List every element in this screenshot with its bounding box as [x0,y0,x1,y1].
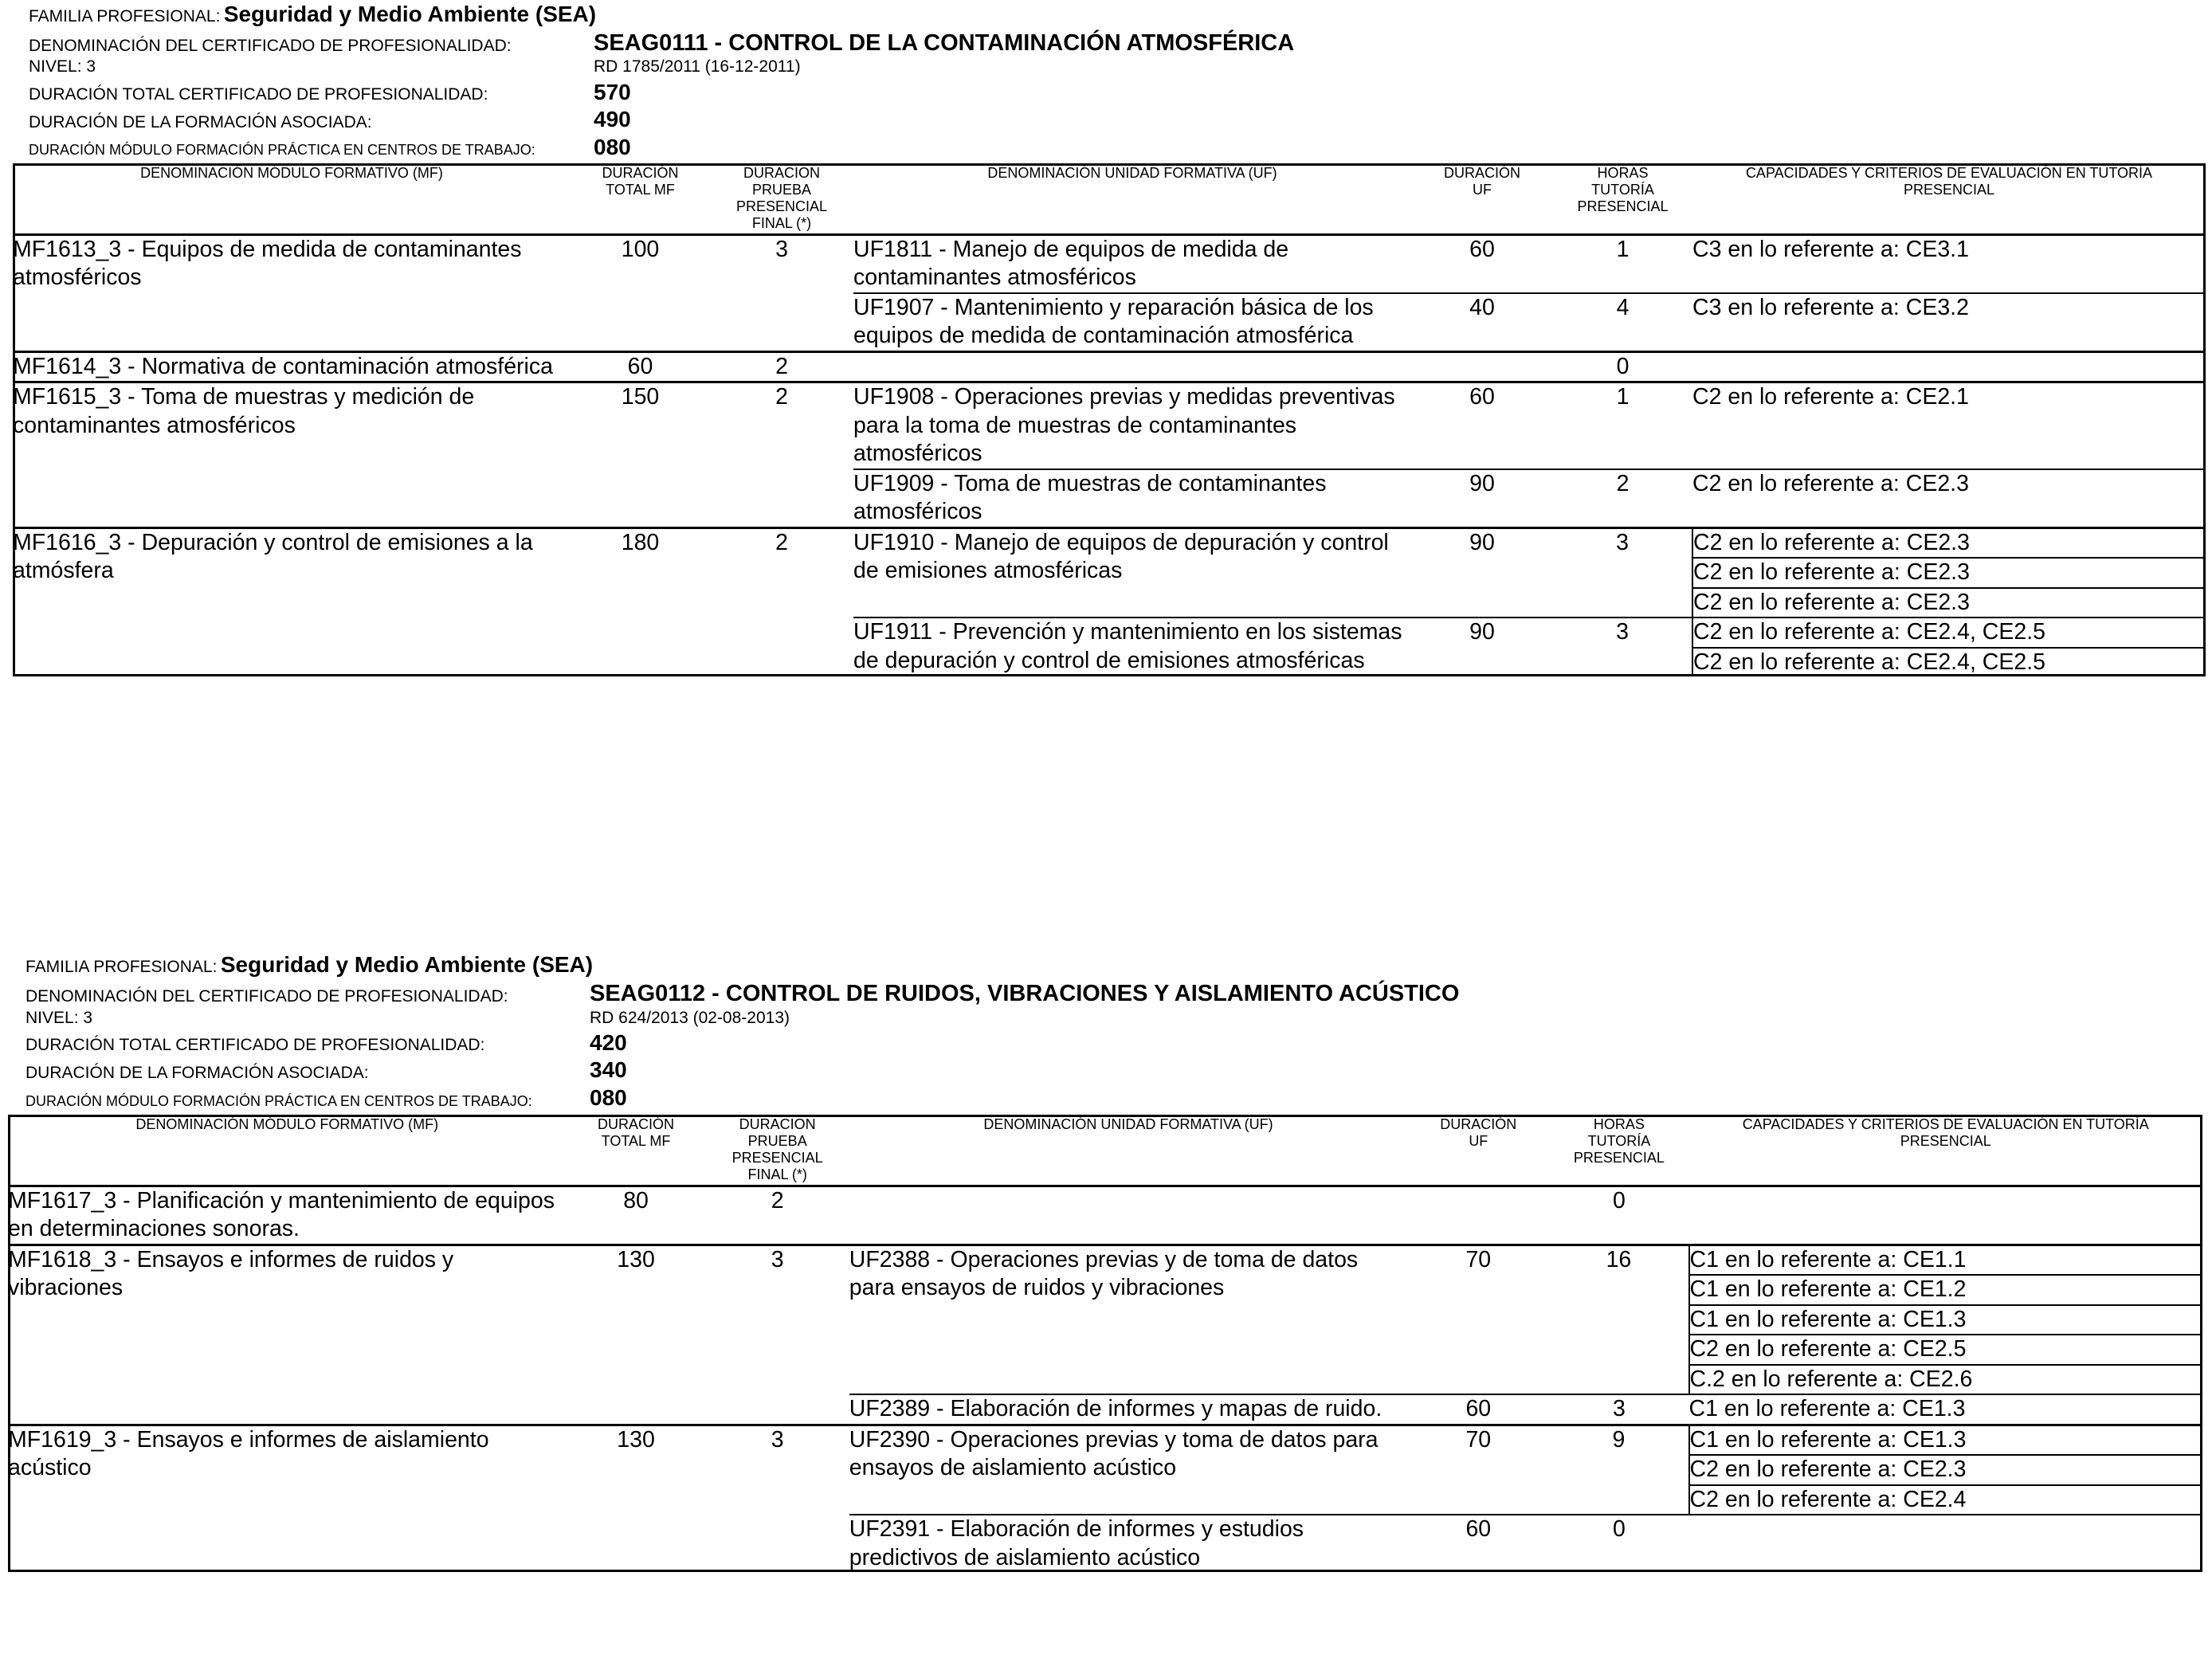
mf-duration: 100 [571,234,710,351]
uf-duration: 60 [1407,1394,1549,1425]
uf-name: UF1908 - Operaciones previas y medidas preventivas para la toma de muestras de contaminantes atmosféricos [853,382,1411,469]
tutoria-hours: 0 [1549,1515,1688,1572]
uf-name: UF2390 - Operaciones previas y toma de datos para ensayos de aislamiento acústico [849,1425,1408,1515]
capacidad-criterio: C2 en lo referente a: CE2.3 [1692,588,2206,618]
uf-duration: 60 [1407,1515,1549,1572]
mf-name: MF1619_3 - Ensayos e informes de aislamiento acústico [8,1425,567,1572]
capacidad-criterio: C3 en lo referente a: CE3.1 [1692,234,2206,293]
col-header-prueba: DURACION PRUEBA PRESENCIAL FINAL (*) [706,1115,849,1186]
tutoria-hours: 0 [1553,351,1692,382]
uf-name [853,351,1411,382]
tutoria-hours: 0 [1549,1186,1688,1245]
mf-duration: 180 [571,527,710,676]
duracion-practica-label: DURACIÓN MÓDULO FORMACIÓN PRÁCTICA EN CENTROS DE TRABAJO: [29,142,535,158]
modules-table [13,163,2206,676]
capacidad-criterio [1689,1515,2203,1572]
mf-name: MF1615_3 - Toma de muestras y medición de contaminantes atmosféricos [13,382,571,528]
capacidad-criterio: C2 en lo referente a: CE2.3 [1689,1455,2203,1485]
uf-name: UF1911 - Prevención y mantenimiento en los sistemas de depuración y control de emisiones atmosféricas [853,617,1411,676]
mf-duration: 60 [571,351,710,382]
tutoria-hours: 3 [1553,617,1692,676]
capacidad-criterio [1689,1186,2203,1245]
capacidad-criterio [1692,351,2206,382]
mf-name: MF1616_3 - Depuración y control de emisiones a la atmósfera [13,527,571,676]
denominacion-label: DENOMINACIÓN DEL CERTIFICADO DE PROFESIONALIDAD: [29,37,512,55]
duracion-total-label: DURACIÓN TOTAL CERTIFICADO DE PROFESIONALIDAD: [29,85,488,104]
tutoria-hours: 1 [1553,382,1692,469]
prueba-duration: 2 [706,1186,849,1245]
uf-name: UF1907 - Mantenimiento y reparación básica de los equipos de medida de contaminación atmosférica [853,293,1411,352]
rd-text: RD 1785/2011 (16-12-2011) [594,57,801,76]
table-row [8,1245,2202,1275]
col-header-horas: HORAS TUTORÍA PRESENCIAL [1549,1115,1688,1186]
duracion-formacion-value: 340 [590,1057,627,1082]
mf-duration: 80 [567,1186,706,1245]
tutoria-hours: 16 [1549,1245,1688,1394]
col-header-uf: DENOMINACIÓN UNIDAD FORMATIVA (UF) [853,163,1411,234]
capacidad-criterio: C2 en lo referente a: CE2.5 [1689,1335,2203,1365]
capacidad-criterio: C2 en lo referente a: CE2.1 [1692,382,2206,469]
uf-name: UF2389 - Elaboración de informes y mapas de ruido. [849,1394,1408,1425]
table-row [8,1186,2202,1245]
tutoria-hours: 3 [1549,1394,1688,1425]
col-header-mf: DENOMINACIÓN MÓDULO FORMATIVO (MF) [13,163,571,234]
certificate-code: SEAG0111 - CONTROL DE LA CONTAMINACIÓN ATMOSFÉRICA [594,30,1295,56]
prueba-duration: 3 [706,1245,849,1425]
uf-duration: 70 [1407,1425,1549,1515]
duracion-practica-label: DURACIÓN MÓDULO FORMACIÓN PRÁCTICA EN CENTROS DE TRABAJO: [25,1093,532,1109]
duracion-total-value: 570 [594,80,631,104]
col-header-dur-mf: DURACIÓN TOTAL MF [571,163,710,234]
col-header-dur-mf: DURACIÓN TOTAL MF [567,1115,706,1186]
nivel-label: NIVEL: 3 [25,1009,93,1027]
capacidad-criterio: C2 en lo referente a: CE2.4, CE2.5 [1692,617,2206,648]
duracion-total-value: 420 [590,1030,627,1055]
capacidad-criterio: C1 en lo referente a: CE1.1 [1689,1245,2203,1275]
col-header-capacidades: CAPACIDADES Y CRITERIOS DE EVALUACIÓN EN TUTORÍA PRESENCIAL [1689,1115,2203,1186]
capacidad-criterio: C2 en lo referente a: CE2.4 [1689,1485,2203,1515]
uf-name [849,1186,1408,1245]
tutoria-hours: 2 [1553,469,1692,528]
uf-duration: 90 [1411,469,1553,528]
uf-duration: 40 [1411,293,1553,352]
uf-duration: 70 [1407,1245,1549,1394]
uf-name: UF1909 - Toma de muestras de contaminantes atmosféricos [853,469,1411,528]
capacidad-criterio: C2 en lo referente a: CE2.3 [1692,469,2206,528]
denominacion-label: DENOMINACIÓN DEL CERTIFICADO DE PROFESIONALIDAD: [25,987,508,1006]
capacidad-criterio: C1 en lo referente a: CE1.2 [1689,1275,2203,1305]
mf-name: MF1613_3 - Equipos de medida de contaminantes atmosféricos [13,234,571,351]
mf-name: MF1617_3 - Planificación y mantenimiento de equipos en determinaciones sonoras. [8,1186,567,1245]
tutoria-hours: 3 [1553,527,1692,617]
uf-name: UF2388 - Operaciones previas y de toma de datos para ensayos de ruidos y vibraciones [849,1245,1408,1394]
table-row [13,351,2206,382]
capacidad-criterio: C3 en lo referente a: CE3.2 [1692,293,2206,352]
col-header-uf: DENOMINACIÓN UNIDAD FORMATIVA (UF) [849,1115,1408,1186]
uf-duration [1407,1186,1549,1245]
col-header-capacidades: CAPACIDADES Y CRITERIOS DE EVALUACIÓN EN TUTORÍA PRESENCIAL [1692,163,2206,234]
capacidad-criterio: C2 en lo referente a: CE2.3 [1692,527,2206,558]
mf-duration: 130 [567,1245,706,1425]
prueba-duration: 3 [706,1425,849,1572]
uf-duration: 60 [1411,234,1553,293]
duracion-formacion-value: 490 [594,107,631,131]
col-header-mf: DENOMINACIÓN MÓDULO FORMATIVO (MF) [8,1115,567,1186]
prueba-duration: 3 [710,234,853,351]
col-header-prueba: DURACION PRUEBA PRESENCIAL FINAL (*) [710,163,853,234]
mf-duration: 150 [571,382,710,528]
mf-name: MF1618_3 - Ensayos e informes de ruidos y vibraciones [8,1245,567,1425]
uf-name: UF2391 - Elaboración de informes y estudios predictivos de aislamiento acústico [849,1515,1408,1572]
uf-duration: 90 [1411,527,1553,617]
certificate-code: SEAG0112 - CONTROL DE RUIDOS, VIBRACIONES Y AISLAMIENTO ACÚSTICO [590,981,1460,1006]
uf-name: UF1811 - Manejo de equipos de medida de contaminantes atmosféricos [853,234,1411,293]
col-header-dur-uf: DURACIÓN UF [1411,163,1553,234]
familia-line [29,2,596,27]
familia-label: FAMILIA PROFESIONAL: [29,7,221,25]
uf-duration: 90 [1411,617,1553,676]
familia-value: Seguridad y Medio Ambiente (SEA) [220,952,594,977]
duracion-formacion-label: DURACIÓN DE LA FORMACIÓN ASOCIADA: [29,113,372,131]
col-header-dur-uf: DURACIÓN UF [1407,1115,1549,1186]
table-row [13,234,2206,293]
table-row [8,1425,2202,1455]
prueba-duration: 2 [710,351,853,382]
familia-value: Seguridad y Medio Ambiente (SEA) [223,2,597,26]
capacidad-criterio: C1 en lo referente a: CE1.3 [1689,1394,2203,1425]
tutoria-hours: 9 [1549,1425,1688,1515]
table-row [13,382,2206,469]
table-row [13,527,2206,558]
modules-table [8,1115,2202,1572]
capacidad-criterio: C1 en lo referente a: CE1.3 [1689,1305,2203,1335]
uf-name: UF1910 - Manejo de equipos de depuración y control de emisiones atmosféricas [853,527,1411,617]
duracion-practica-value: 080 [590,1085,627,1110]
mf-name: MF1614_3 - Normativa de contaminación atmosférica [13,351,571,382]
familia-label: FAMILIA PROFESIONAL: [25,958,218,976]
prueba-duration: 2 [710,527,853,676]
capacidad-criterio: C.2 en lo referente a: CE2.6 [1689,1365,2203,1395]
familia-line [25,952,593,978]
duracion-practica-value: 080 [594,135,631,159]
tutoria-hours: 4 [1553,293,1692,352]
prueba-duration: 2 [710,382,853,528]
rd-text: RD 624/2013 (02-08-2013) [590,1009,790,1027]
capacidad-criterio: C1 en lo referente a: CE1.3 [1689,1425,2203,1455]
uf-duration: 60 [1411,382,1553,469]
tutoria-hours: 1 [1553,234,1692,293]
nivel-label: NIVEL: 3 [29,57,96,76]
uf-duration [1411,351,1553,382]
capacidad-criterio: C2 en lo referente a: CE2.3 [1692,558,2206,588]
capacidad-criterio: C2 en lo referente a: CE2.4, CE2.5 [1692,648,2206,677]
mf-duration: 130 [567,1425,706,1572]
duracion-total-label: DURACIÓN TOTAL CERTIFICADO DE PROFESIONALIDAD: [25,1036,485,1054]
duracion-formacion-label: DURACIÓN DE LA FORMACIÓN ASOCIADA: [25,1064,369,1082]
col-header-horas: HORAS TUTORÍA PRESENCIAL [1553,163,1692,234]
